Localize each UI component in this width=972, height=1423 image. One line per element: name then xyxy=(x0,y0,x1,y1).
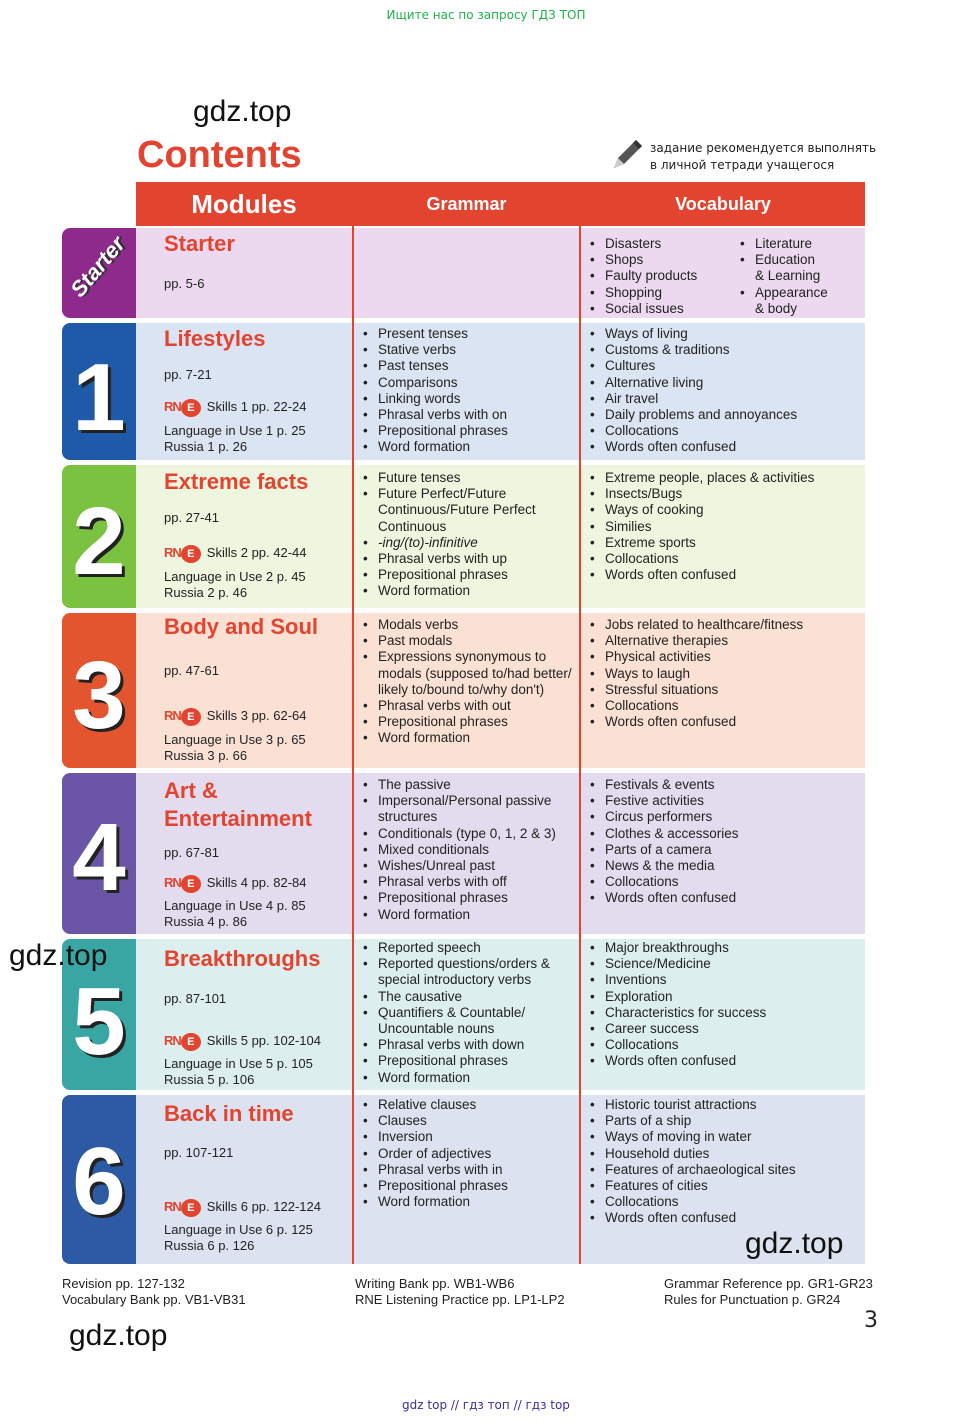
module-cell-6 xyxy=(136,1095,352,1264)
header-modules: Modules xyxy=(136,182,352,226)
list-item: • Conditionals (type 0, 1, 2 & 3) xyxy=(360,826,556,842)
module-cell-3 xyxy=(136,613,352,768)
vocab-cell-4 xyxy=(581,773,865,934)
module-cell-5 xyxy=(136,939,352,1090)
list-item: • Word formation xyxy=(360,1070,550,1086)
list-item: • Collocations xyxy=(587,874,739,890)
list-item: • Collocations xyxy=(587,1194,796,1210)
vocab-list xyxy=(587,326,797,456)
column-divider xyxy=(579,182,581,1264)
watermark: gdz.top xyxy=(9,939,108,972)
bottom-links[interactable]: gdz top // гдз топ // гдз top xyxy=(402,1398,570,1412)
module-pages: pp. 67-81 xyxy=(164,845,219,860)
list-item: • Appearance & body xyxy=(737,285,828,317)
module-name: Breakthroughs xyxy=(164,946,321,971)
list-item: • Features of cities xyxy=(587,1178,796,1194)
list-item: • Word formation xyxy=(360,1194,508,1210)
list-item: • Ways of cooking xyxy=(587,502,814,518)
list-item: • Quantifiers & Countable/ Uncountable nouns xyxy=(360,1005,550,1037)
module-russia: Russia 4 p. 86 xyxy=(164,914,248,929)
list-item: • Circus performers xyxy=(587,809,739,825)
list-item: • Stative verbs xyxy=(360,342,508,358)
list-item: • -ing/(to)-infinitive xyxy=(360,535,536,551)
list-item: • Word formation xyxy=(360,583,536,599)
watermark: gdz.top xyxy=(745,1227,844,1260)
list-item: • Extreme sports xyxy=(587,535,814,551)
list-item: • Past tenses xyxy=(360,358,508,374)
grammar-list xyxy=(360,326,508,456)
module-language-in-use: Language in Use 2 p. 45 xyxy=(164,569,306,584)
list-item: • Customs & traditions xyxy=(587,342,797,358)
band-number: 3 xyxy=(72,642,126,749)
header-vocabulary: Vocabulary xyxy=(581,182,865,226)
module-name: Entertainment xyxy=(164,806,312,831)
band-module-4 xyxy=(62,773,136,934)
vocab-list xyxy=(587,1097,796,1227)
rne-logo-icon: RN E xyxy=(164,708,201,726)
module-language-in-use: Language in Use 5 p. 105 xyxy=(164,1056,313,1071)
list-item: • Exploration xyxy=(587,989,766,1005)
module-language-in-use: Language in Use 6 p. 125 xyxy=(164,1222,313,1237)
grammar-cell-3 xyxy=(354,613,579,768)
pencil-icon xyxy=(610,138,644,172)
rne-logo-icon: RN E xyxy=(164,1033,201,1051)
note-text: задание рекомендуется выполнять в личной тетради учащегося xyxy=(650,141,877,172)
vocab-cell-2 xyxy=(581,465,865,608)
list-item: • Shopping xyxy=(587,285,697,301)
band-module-3 xyxy=(62,613,136,768)
watermark: gdz.top xyxy=(193,95,292,128)
list-item: • Festivals & events xyxy=(587,777,739,793)
list-item: • Social issues xyxy=(587,301,697,317)
list-item: • Insects/Bugs xyxy=(587,486,814,502)
list-item: • Words often confused xyxy=(587,1053,766,1069)
module-cell-starter xyxy=(136,228,352,318)
rne-logo-icon: RN E xyxy=(164,1199,201,1217)
module-name: Starter xyxy=(164,231,235,256)
list-item: • Prepositional phrases xyxy=(360,890,556,906)
list-item: • Stressful situations xyxy=(587,682,803,698)
grammar-cell-1 xyxy=(354,323,579,460)
module-language-in-use: Language in Use 4 p. 85 xyxy=(164,898,306,913)
list-item: • Mixed conditionals xyxy=(360,842,556,858)
footer-left: Revision pp. 127-132 Vocabulary Bank pp. VB1-VB31 xyxy=(62,1276,246,1307)
band-number: 6 xyxy=(72,1128,126,1235)
list-item: • Future tenses xyxy=(360,470,536,486)
module-cell-4 xyxy=(136,773,352,934)
band-module-2 xyxy=(62,465,136,608)
module-language-in-use: Language in Use 3 p. 65 xyxy=(164,732,306,747)
list-item: • Household duties xyxy=(587,1146,796,1162)
page-title: Contents xyxy=(137,134,302,176)
list-item: • Words often confused xyxy=(587,714,803,730)
rne-logo-icon: RN E xyxy=(164,545,201,563)
list-item: • Relative clauses xyxy=(360,1097,508,1113)
list-item: • Words often confused xyxy=(587,890,739,906)
list-item: • Features of archaeological sites xyxy=(587,1162,796,1178)
list-item: • Literature xyxy=(737,236,828,252)
vocab-list xyxy=(587,236,697,317)
module-skills: RN E Skills 5 pp. 102-104 xyxy=(164,1033,321,1051)
list-item: • Education & Learning xyxy=(737,252,828,284)
footer-right: Grammar Reference pp. GR1-GR23 Rules for Punctuation p. GR24 xyxy=(664,1276,873,1307)
list-item: • Collocations xyxy=(587,551,814,567)
list-item: • Past modals xyxy=(360,633,572,649)
vocab-list xyxy=(587,940,766,1070)
list-item: • Order of adjectives xyxy=(360,1146,508,1162)
module-russia: Russia 1 p. 26 xyxy=(164,439,248,454)
list-item: • Alternative living xyxy=(587,375,797,391)
header-grammar: Grammar xyxy=(354,182,579,226)
list-item: • The passive xyxy=(360,777,556,793)
list-item: • Phrasal verbs with on xyxy=(360,407,508,423)
list-item: • Words often confused xyxy=(587,567,814,583)
vocab-list xyxy=(587,470,814,583)
grammar-list xyxy=(360,470,536,600)
grammar-cell-5 xyxy=(354,939,579,1090)
module-skills: RN E Skills 6 pp. 122-124 xyxy=(164,1199,321,1217)
module-name: Body and Soul xyxy=(164,614,318,639)
band-module-1 xyxy=(62,323,136,460)
list-item: • Prepositional phrases xyxy=(360,1053,550,1069)
module-russia: Russia 3 p. 66 xyxy=(164,748,248,763)
module-pages: pp. 47-61 xyxy=(164,663,219,678)
list-item: • Wishes/Unreal past xyxy=(360,858,556,874)
list-item: • Word formation xyxy=(360,907,556,923)
list-item: • Inversion xyxy=(360,1129,508,1145)
watermark: gdz.top xyxy=(69,1319,168,1352)
module-skills: RN E Skills 3 pp. 62-64 xyxy=(164,708,307,726)
list-item: • Ways of living xyxy=(587,326,797,342)
module-pages: pp. 5-6 xyxy=(164,276,205,291)
list-item: • Prepositional phrases xyxy=(360,423,508,439)
grammar-cell-6 xyxy=(354,1095,579,1264)
list-item: • Phrasal verbs with in xyxy=(360,1162,508,1178)
column-divider xyxy=(352,182,354,1264)
list-item: • Collocations xyxy=(587,1037,766,1053)
list-item: • Impersonal/Personal passive structures xyxy=(360,793,556,825)
list-item: • Words often confused xyxy=(587,1210,796,1226)
module-name: Art & xyxy=(164,778,218,803)
module-cell-2 xyxy=(136,465,352,608)
list-item: • Prepositional phrases xyxy=(360,1178,508,1194)
list-item: • Air travel xyxy=(587,391,797,407)
list-item: • News & the media xyxy=(587,858,739,874)
grammar-list xyxy=(360,617,572,747)
list-item: • Jobs related to healthcare/fitness xyxy=(587,617,803,633)
module-name: Lifestyles xyxy=(164,326,266,351)
list-item: • Collocations xyxy=(587,698,803,714)
list-item: • Ways to laugh xyxy=(587,666,803,682)
module-russia: Russia 2 p. 46 xyxy=(164,585,248,600)
list-item: • Faulty products xyxy=(587,268,697,284)
page-number: 3 xyxy=(864,1308,878,1333)
list-item: • Characteristics for success xyxy=(587,1005,766,1021)
rne-logo-icon: RN E xyxy=(164,875,201,893)
grammar-cell-4 xyxy=(354,773,579,934)
vocab-cell-3 xyxy=(581,613,865,768)
vocab-cell-5 xyxy=(581,939,865,1090)
module-russia: Russia 6 p. 126 xyxy=(164,1238,255,1253)
rne-logo-icon: RN E xyxy=(164,399,201,417)
module-pages: pp. 27-41 xyxy=(164,510,219,525)
vocab-cell-starter xyxy=(581,228,865,318)
band-starter xyxy=(62,228,136,318)
module-name: Back in time xyxy=(164,1101,294,1126)
list-item: • Similies xyxy=(587,519,814,535)
band-number: 1 xyxy=(72,344,126,451)
list-item: • Parts of a ship xyxy=(587,1113,796,1129)
list-item: • Prepositional phrases xyxy=(360,567,536,583)
list-item: • Phrasal verbs with up xyxy=(360,551,536,567)
band-number: 4 xyxy=(72,804,126,911)
list-item: • Inventions xyxy=(587,972,766,988)
list-item: • Modals verbs xyxy=(360,617,572,633)
list-item: • Alternative therapies xyxy=(587,633,803,649)
list-item: • Daily problems and annoyances xyxy=(587,407,797,423)
list-item: • Word formation xyxy=(360,439,508,455)
list-item: • Clauses xyxy=(360,1113,508,1129)
list-item: • Major breakthroughs xyxy=(587,940,766,956)
list-item: • Historic tourist attractions xyxy=(587,1097,796,1113)
list-item: • Comparisons xyxy=(360,375,508,391)
list-item: • Words often confused xyxy=(587,439,797,455)
vocab-cell-1 xyxy=(581,323,865,460)
band-number: 5 xyxy=(72,968,126,1075)
top-banner: Ищите нас по запросу ГДЗ ТОП xyxy=(386,8,586,22)
grammar-list xyxy=(360,777,556,923)
vocab-list xyxy=(587,777,739,907)
module-russia: Russia 5 p. 106 xyxy=(164,1072,255,1087)
list-item: • Expressions synonymous to modals (supposed to/had better/ likely to/bound to/why don't) xyxy=(360,649,572,698)
vocab-list xyxy=(587,617,803,730)
footer-middle: Writing Bank pp. WB1-WB6 RNE Listening Practice pp. LP1-LP2 xyxy=(355,1276,565,1307)
list-item: • Disasters xyxy=(587,236,697,252)
module-pages: pp. 107-121 xyxy=(164,1145,234,1160)
list-item: • Phrasal verbs with out xyxy=(360,698,572,714)
list-item: • Ways of moving in water xyxy=(587,1129,796,1145)
module-skills: RN E Skills 1 pp. 22-24 xyxy=(164,399,307,417)
module-name: Extreme facts xyxy=(164,469,309,494)
list-item: • Linking words xyxy=(360,391,508,407)
grammar-cell-2 xyxy=(354,465,579,608)
list-item: • Cultures xyxy=(587,358,797,374)
grammar-list xyxy=(360,940,550,1086)
list-item: • Future Perfect/Future Continuous/Future Perfect Continuous xyxy=(360,486,536,535)
module-skills: RN E Skills 2 pp. 42-44 xyxy=(164,545,307,563)
list-item: • Extreme people, places & activities xyxy=(587,470,814,486)
list-item: • Festive activities xyxy=(587,793,739,809)
list-item: • Prepositional phrases xyxy=(360,714,572,730)
module-cell-1 xyxy=(136,323,352,460)
list-item: • Physical activities xyxy=(587,649,803,665)
grammar-list xyxy=(360,1097,508,1210)
band-label: Starter xyxy=(65,231,130,302)
list-item: • Collocations xyxy=(587,423,797,439)
list-item: • Word formation xyxy=(360,730,572,746)
module-pages: pp. 7-21 xyxy=(164,367,212,382)
module-language-in-use: Language in Use 1 p. 25 xyxy=(164,423,306,438)
module-pages: pp. 87-101 xyxy=(164,991,227,1006)
list-item: • Science/Medicine xyxy=(587,956,766,972)
list-item: • Shops xyxy=(587,252,697,268)
list-item: • Career success xyxy=(587,1021,766,1037)
list-item: • Parts of a camera xyxy=(587,842,739,858)
list-item: • Phrasal verbs with down xyxy=(360,1037,550,1053)
list-item: • The causative xyxy=(360,989,550,1005)
list-item: • Phrasal verbs with off xyxy=(360,874,556,890)
list-item: • Present tenses xyxy=(360,326,508,342)
module-skills: RN E Skills 4 pp. 82-84 xyxy=(164,875,307,893)
list-item: • Clothes & accessories xyxy=(587,826,739,842)
band-number: 2 xyxy=(72,488,126,595)
grammar-cell-starter xyxy=(354,228,579,318)
vocab-list-right xyxy=(737,236,828,317)
band-module-6 xyxy=(62,1095,136,1264)
list-item: • Reported speech xyxy=(360,940,550,956)
list-item: • Reported questions/orders & special introductory verbs xyxy=(360,956,550,988)
